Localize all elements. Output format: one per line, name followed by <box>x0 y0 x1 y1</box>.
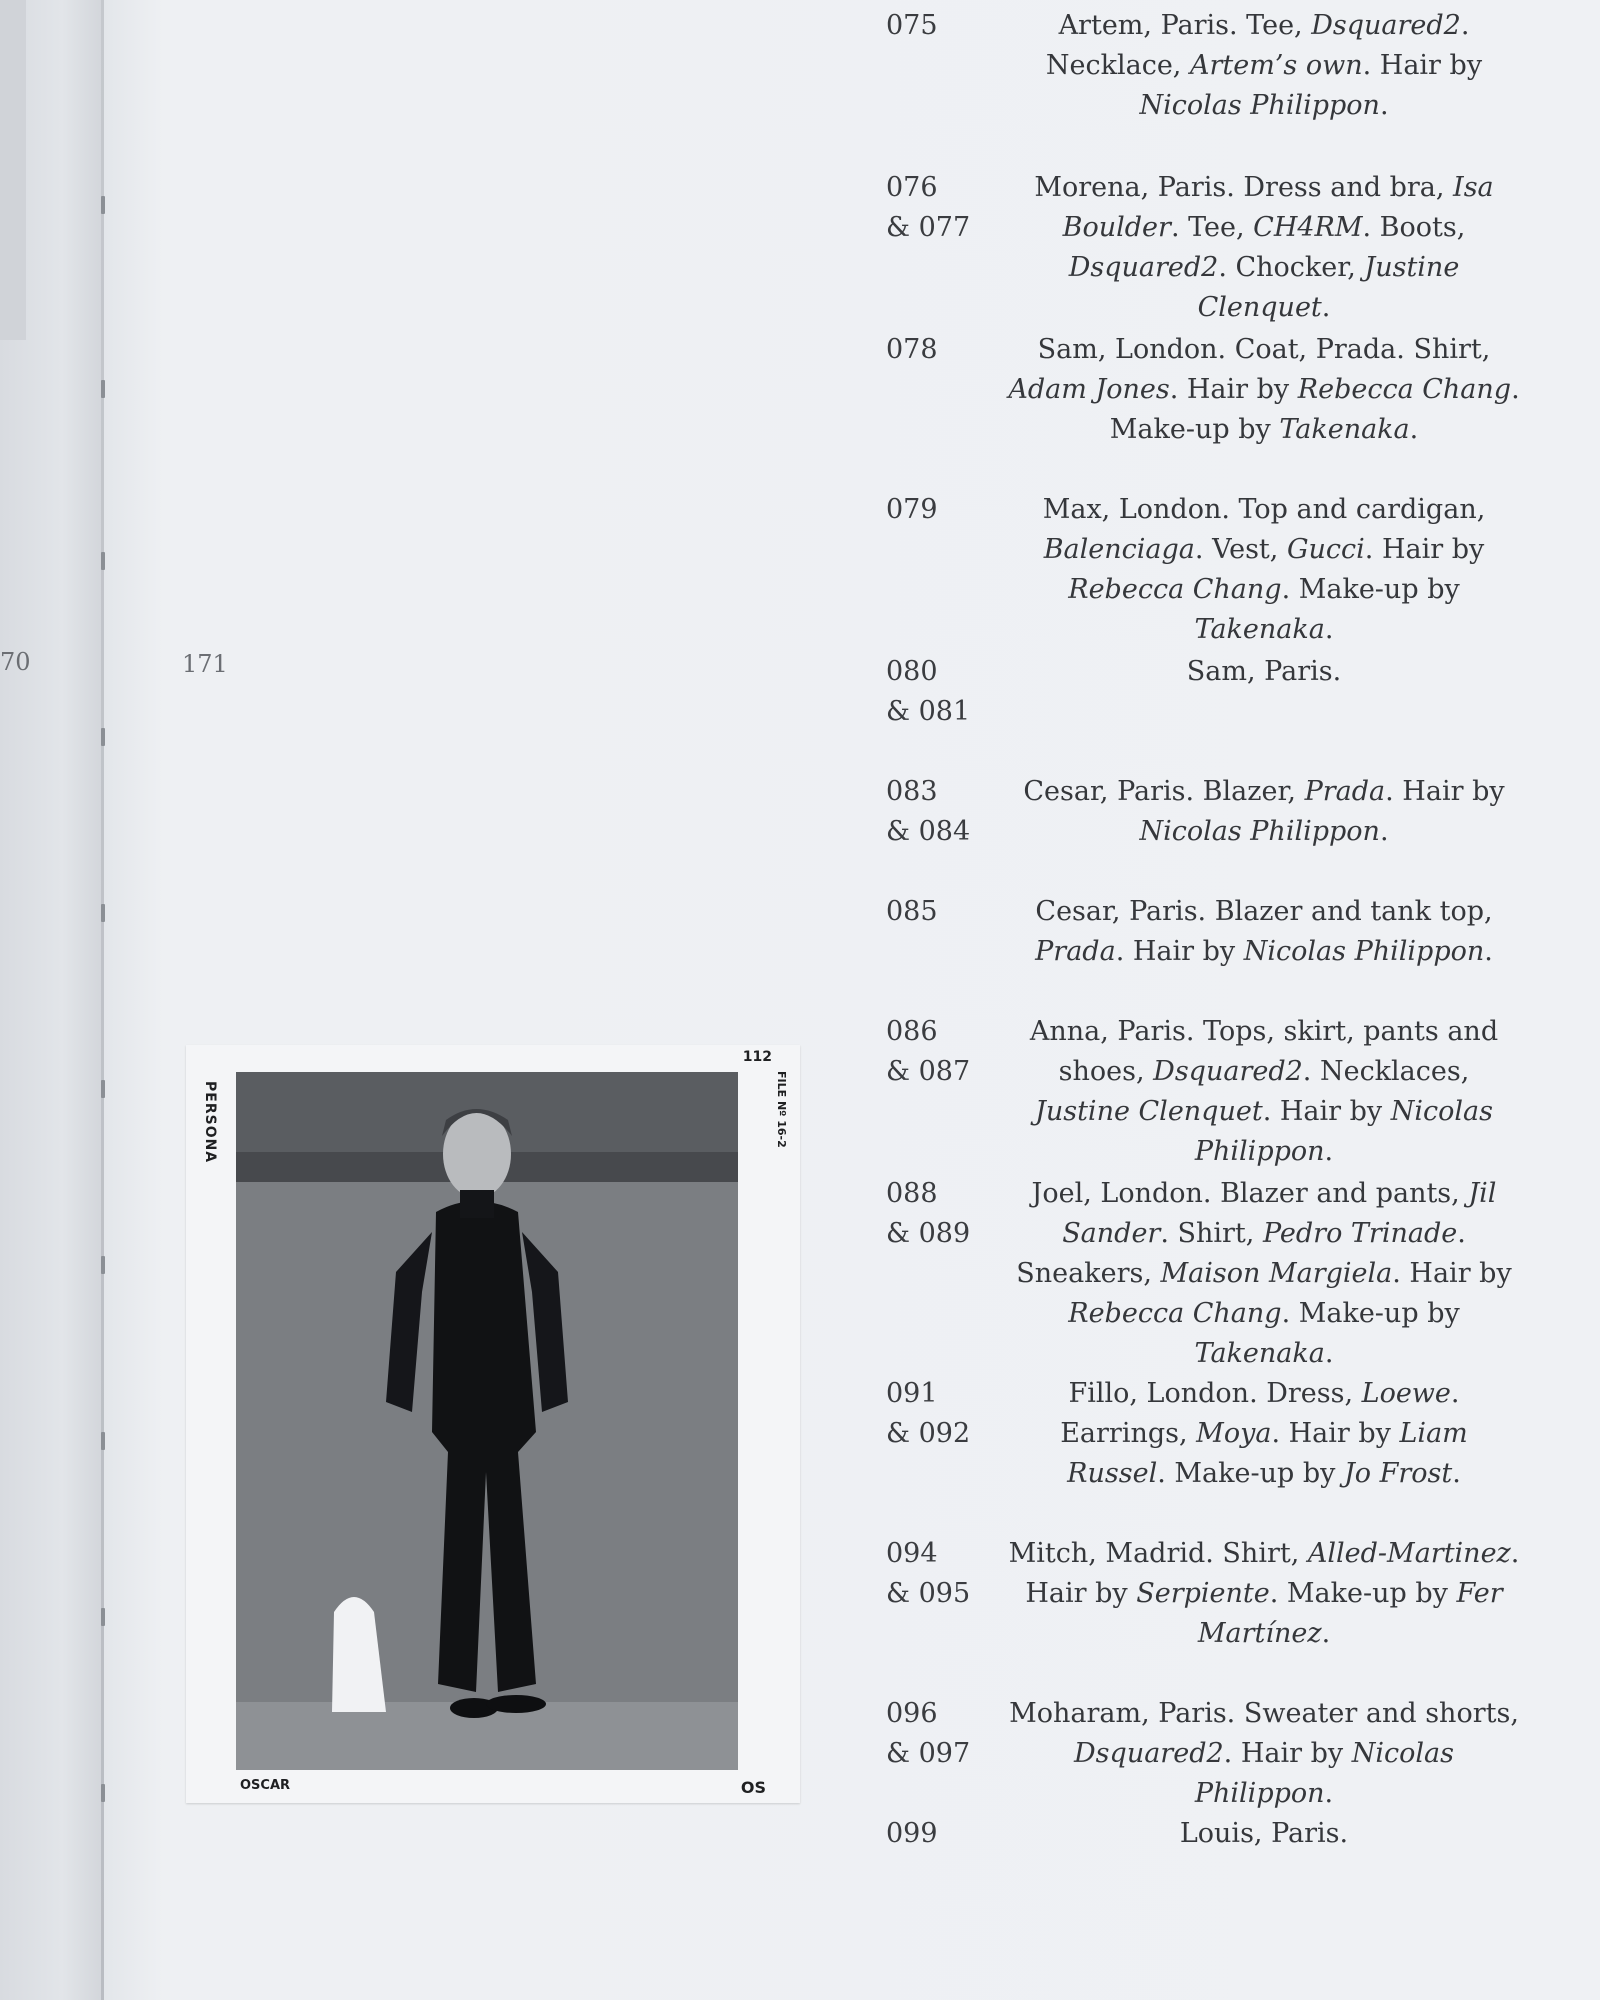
credit-segment: . Earrings, <box>1060 1378 1460 1449</box>
credit-segment: . Hair by <box>1364 534 1485 565</box>
credit-segment: . Hair by <box>1025 1538 1520 1609</box>
credit-text <box>1008 892 1520 972</box>
credit-segment: . <box>1452 1458 1461 1489</box>
credit-brand: Rebecca Chang <box>1297 374 1512 405</box>
credit-number: 079 <box>886 494 938 525</box>
credit-segment: Max, London. Top and cardigan, <box>1042 494 1486 525</box>
credit-segment: . Hair by <box>1115 936 1244 967</box>
credit-brand: Prada <box>1035 936 1116 967</box>
binding-stitch <box>101 904 105 922</box>
credit-segment: . Hair by <box>1271 1418 1400 1449</box>
credit-brand: Jil Sander <box>1062 1178 1497 1249</box>
credit-segment: . Make-up by <box>1269 1578 1457 1609</box>
credit-brand: Takenaka <box>1279 414 1410 445</box>
credit-segment: . Chocker, <box>1218 252 1365 283</box>
credit-segment: . Boots, <box>1362 212 1466 243</box>
credit-segment: Sam, London. Coat, Prada. Shirt, <box>1037 334 1491 365</box>
binding-stitch <box>101 1608 105 1626</box>
credit-segment: . Make-up by <box>1109 374 1520 445</box>
credit-brand: Rebecca Chang <box>1068 1298 1282 1329</box>
credit-brand: Loewe <box>1361 1378 1451 1409</box>
binding-stitch <box>101 380 105 398</box>
credit-segment: . Hair by <box>1392 1258 1512 1289</box>
credit-number: 083 & 084 <box>886 776 971 847</box>
handwritten-file-number: FILE Nº 16-2 <box>775 1071 788 1148</box>
credit-brand: Adam Jones <box>1008 374 1170 405</box>
credit-text <box>1008 1374 1520 1494</box>
credit-segment: . <box>1484 936 1493 967</box>
credit-segment: Mitch, Madrid. Shirt, <box>1008 1538 1308 1569</box>
credit-brand: Dsquared2 <box>1074 1738 1224 1769</box>
credit-text <box>1008 1814 1520 1854</box>
credit-brand: Takenaka <box>1194 1338 1325 1369</box>
credit-brand: Nicolas Philippon <box>1243 936 1485 967</box>
credit-brand: Balenciaga <box>1043 534 1195 565</box>
credit-text <box>1008 330 1520 450</box>
credit-segment: . Necklace, <box>1045 10 1470 81</box>
credit-brand: Gucci <box>1286 534 1365 565</box>
credit-segment: . <box>1321 1618 1331 1649</box>
binding-stitch <box>101 552 105 570</box>
book-gutter <box>101 0 104 2000</box>
credit-brand: Dsquared2 <box>1311 10 1461 41</box>
credit-text <box>1008 6 1520 126</box>
credit-brand: Dsquared2 <box>1153 1056 1303 1087</box>
left-page-photo-edge <box>0 0 26 340</box>
credit-segment: Morena, Paris. Dress and bra, <box>1034 172 1454 203</box>
handwritten-persona: PERSONA <box>202 1081 218 1164</box>
photo-print <box>186 1045 800 1803</box>
credit-segment: . <box>1321 292 1331 323</box>
credit-segment: . <box>1379 816 1389 847</box>
credit-segment: Joel, London. Blazer and pants, <box>1031 1178 1469 1209</box>
binding-stitch <box>101 1080 105 1098</box>
credit-segment: . Make-up by <box>1281 1298 1460 1329</box>
handwritten-frame-number: 112 <box>742 1049 772 1065</box>
credit-brand: Fer Martínez <box>1197 1578 1503 1649</box>
credit-brand: Nicolas Philippon <box>1139 90 1380 121</box>
credit-brand: Serpiente <box>1136 1578 1270 1609</box>
left-page <box>0 0 104 2000</box>
handwritten-name: OSCAR <box>240 1778 291 1793</box>
credit-brand: Liam Russel <box>1067 1418 1468 1489</box>
credit-segment: . <box>1324 1136 1334 1167</box>
credit-segment: . <box>1324 614 1334 645</box>
credit-number: 078 <box>886 334 938 365</box>
credit-segment: . <box>1409 414 1419 445</box>
credit-segment: . Vest, <box>1194 534 1287 565</box>
handwritten-initials: OS <box>740 1778 766 1797</box>
binding-stitch <box>101 1256 105 1274</box>
credit-segment: Artem, Paris. Tee, <box>1058 10 1312 41</box>
credit-brand: Pedro Trinade <box>1262 1218 1458 1249</box>
credit-brand: Nicolas Philippon <box>1194 1096 1493 1167</box>
credit-brand: Takenaka <box>1194 614 1325 645</box>
credit-number: 085 <box>886 896 938 927</box>
credit-segment: . Tee, <box>1170 212 1254 243</box>
credit-segment: Cesar, Paris. Blazer, <box>1023 776 1305 807</box>
credit-text <box>1008 1174 1520 1374</box>
credit-number: 086 & 087 <box>886 1016 971 1087</box>
credit-segment: Moharam, Paris. Sweater and shorts, <box>1009 1698 1519 1729</box>
credit-segment: Sam, Paris. <box>1186 656 1342 687</box>
binding-stitch <box>101 1432 105 1450</box>
credit-segment: Louis, Paris. <box>1179 1818 1349 1849</box>
credit-number: 088 & 089 <box>886 1178 971 1249</box>
credit-segment: . Make-up by <box>1281 574 1460 605</box>
credit-text <box>1008 168 1520 328</box>
credit-text <box>1008 490 1520 650</box>
credit-number: 075 <box>886 10 938 41</box>
page-number-left: 70 <box>0 648 31 676</box>
credit-segment: Cesar, Paris. Blazer and tank top, <box>1035 896 1493 927</box>
credit-brand: Maison Margiela <box>1160 1258 1393 1289</box>
credit-text <box>1008 1534 1520 1654</box>
credit-segment: . Shirt, <box>1160 1218 1263 1249</box>
credit-segment: . Hair by <box>1223 1738 1352 1769</box>
credit-number: 076 & 077 <box>886 172 971 243</box>
credit-brand: Prada <box>1304 776 1386 807</box>
credit-brand: Artem’s own <box>1189 50 1363 81</box>
portrait-illustration <box>236 1072 738 1770</box>
credit-text <box>1008 652 1520 692</box>
credit-segment: . Hair by <box>1262 1096 1391 1127</box>
credit-number: 094 & 095 <box>886 1538 971 1609</box>
credit-segment: . Make-up by <box>1157 1458 1344 1489</box>
credit-text <box>1008 1012 1520 1172</box>
credit-segment: . <box>1379 90 1389 121</box>
credit-brand: Dsquared2 <box>1068 252 1219 283</box>
credit-brand: Isa Boulder <box>1062 172 1494 243</box>
credit-brand: Moya <box>1196 1418 1272 1449</box>
binding-stitch <box>101 1784 105 1802</box>
credit-brand: CH4RM <box>1253 212 1363 243</box>
credit-segment: . Sneakers, <box>1016 1218 1466 1289</box>
credit-number: 099 <box>886 1818 938 1849</box>
credit-segment: Fillo, London. Dress, <box>1068 1378 1362 1409</box>
credit-number: 091 & 092 <box>886 1378 971 1449</box>
credit-text <box>1008 1694 1520 1814</box>
credit-number: 080 & 081 <box>886 656 971 727</box>
page-number-right: 171 <box>182 650 228 678</box>
credit-text <box>1008 772 1520 852</box>
credit-brand: Jo Frost <box>1343 1458 1453 1489</box>
binding-stitch <box>101 196 105 214</box>
credit-brand: Rebecca Chang <box>1068 574 1282 605</box>
credit-brand: Justine Clenquet <box>1197 252 1460 323</box>
credit-segment: . <box>1324 1778 1334 1809</box>
credit-brand: Nicolas Philippon <box>1194 1738 1454 1809</box>
credit-segment: . Hair by <box>1362 50 1483 81</box>
credit-segment: Anna, Paris. Tops, skirt, pants and shoes, <box>1029 1016 1499 1087</box>
credit-brand: Nicolas Philippon <box>1139 816 1380 847</box>
credit-segment: . Necklaces, <box>1302 1056 1470 1087</box>
binding-stitch <box>101 728 105 746</box>
credit-brand: Alled-Martinez <box>1307 1538 1511 1569</box>
credit-number: 096 & 097 <box>886 1698 971 1769</box>
credit-segment: . <box>1324 1338 1334 1369</box>
credit-segment: . Hair by <box>1385 776 1505 807</box>
credit-brand: Justine Clenquet <box>1035 1096 1263 1127</box>
credit-segment: . Hair by <box>1169 374 1298 405</box>
portrait-photo <box>236 1072 738 1770</box>
